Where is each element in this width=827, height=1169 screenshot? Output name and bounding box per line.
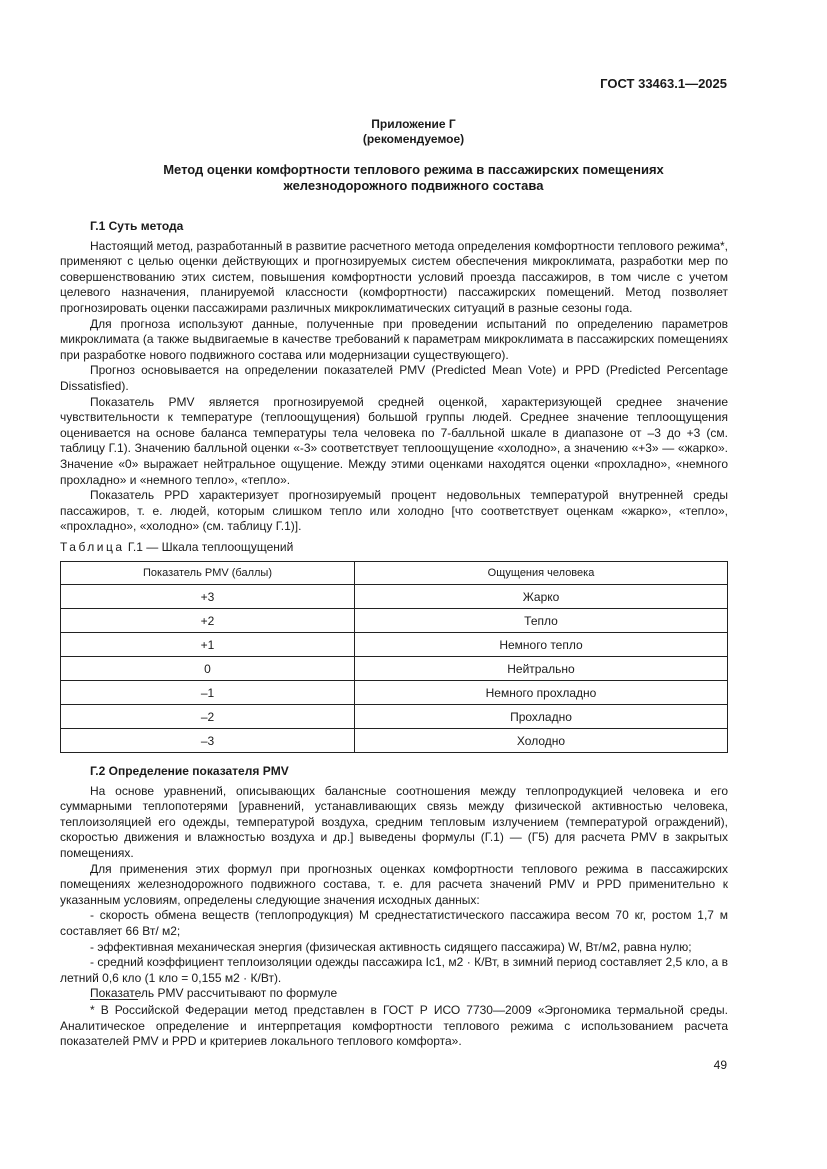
table-row xyxy=(61,585,728,609)
section-1-paragraph-2: Для прогноза используют данные, полученные при проведении испытаний по определению параметров микроклимата (а также выдвигаемые в качестве требований к параметрам микроклимата в пассажирских помещениях при разработке нового подвижного состава или модернизации существующего). xyxy=(60,316,728,362)
section-1 xyxy=(60,219,728,535)
section-2-paragraph-2: Для применения этих формул при прогнозных оценках комфортности теплового режима в пассажирских помещениях железнодорожного подвижного состава, т. е. для расчета значений PMV и PPD применительно к указанным условиям, определены следующие значения исходных данных: xyxy=(60,861,728,907)
appendix-label: Приложение Г xyxy=(371,117,456,131)
appendix-status: (рекомендуемое) xyxy=(362,132,465,146)
pmv-score: –2 xyxy=(61,705,355,729)
table-header-row xyxy=(61,562,728,585)
table-row xyxy=(61,705,728,729)
page-number: 49 xyxy=(713,1058,727,1072)
section-2 xyxy=(60,764,728,1002)
section-1-paragraph-1: Настоящий метод, разработанный в развитие расчетного метода определения комфортности теплового режима*, применяют с целью оценки действующих и прогнозируемых систем обеспечения микроклимата, разработки мер по совершенствованию этих систем, повышения комфортности условий проезда пассажиров, в том числе с учетом целевого назначения, планируемой классности (комфортности) пассажирских помещений. Метод позволяет прогнозировать оценки пассажирами различных микроклиматических ситуаций в разные сезоны года. xyxy=(60,238,728,315)
table-row xyxy=(61,609,728,633)
thermal-sensation-table xyxy=(60,561,728,753)
section-2-heading: Г.2 Определение показателя PMV xyxy=(90,764,289,778)
sensation: Немного прохладно xyxy=(355,681,728,705)
section-2-paragraph-3: - скорость обмена веществ (теплопродукция) M среднестатистического пассажира весом 70 кг, ростом 1,7 м составляет 66 Вт/ м2; xyxy=(60,908,728,938)
table-row xyxy=(61,633,728,657)
section-2-paragraph-6: Показатель PMV рассчитывают по формуле xyxy=(90,986,338,1001)
sensation: Нейтрально xyxy=(355,657,728,681)
table-row xyxy=(61,681,728,705)
pmv-score: –1 xyxy=(61,681,355,705)
table-caption-prefix: Таблица xyxy=(60,540,125,554)
column-header-sensation: Ощущения человека xyxy=(355,562,728,585)
pmv-score: +2 xyxy=(61,609,355,633)
title-line-1: Метод оценки комфортности теплового режима в пассажирских помещениях xyxy=(163,162,664,177)
document-number: ГОСТ 33463.1—2025 xyxy=(600,76,727,91)
sensation: Немного тепло xyxy=(355,633,728,657)
section-2-paragraph-5: - средний коэффициент теплоизоляции одежды пассажира Ic1, м2 · К/Вт, в зимний период составляет 2,5 кло, а в летний 0,6 кло (1 кло = 0,155 м2 · К/Вт). xyxy=(60,955,728,985)
section-1-heading: Г.1 Суть метода xyxy=(90,219,184,233)
section-2-paragraph-4: - эффективная механическая энергия (физическая активность сидящего пассажира) W, Вт/м2, равна нулю; xyxy=(90,939,692,954)
page-title xyxy=(60,162,767,194)
footnote-divider xyxy=(90,999,138,1000)
sensation: Жарко xyxy=(355,585,728,609)
column-header-pmv: Показатель PMV (баллы) xyxy=(61,562,355,585)
sensation: Прохладно xyxy=(355,705,728,729)
sensation: Тепло xyxy=(355,609,728,633)
appendix-heading xyxy=(0,117,827,147)
title-line-2: железнодорожного подвижного состава xyxy=(283,178,544,193)
section-1-paragraph-3: Прогноз основывается на определении показателей PMV (Predicted Mean Vote) и PPD (Predicted Percentage Dissatisfied). xyxy=(60,363,728,393)
pmv-score: +1 xyxy=(61,633,355,657)
footnote: * В Российской Федерации метод представлен в ГОСТ Р ИСО 7730—2009 «Эргономика термальной среды. Аналитическое определение и интерпретация комфортности теплового режима с использованием расчета показателей PMV и PPD и критериев локального теплового комфорта». xyxy=(60,1003,728,1049)
pmv-score: 0 xyxy=(61,657,355,681)
section-1-paragraph-4: Показатель PMV является прогнозируемой средней оценкой, характеризующей среднее значение чувствительности к температуре (теплоощущения) большой группы людей. Среднее значение теплоощущения оценивается на основе баланса температуры тела человека по 7-балльной шкале в диапазоне от –3 до +3 (см. таблицу Г.1). Значению балльной оценки «-3» соответствует теплоощущение «холодно», а значению «+3» — «жарко». Значение «0» выражает нейтральное ощущение. Между этими оценками находятся оценки «прохладно», «немного прохладно» и «немного тепло», «тепло». xyxy=(60,394,728,487)
section-1-paragraph-5: Показатель PPD характеризует прогнозируемый процент недовольных температурой внутренней среды пассажиров, т. е. людей, которым слишком тепло или холодно [что соответствует оценкам «жарко», «тепло», «прохладно», «холодно» (см. таблицу Г.1)]. xyxy=(60,488,728,534)
table-row xyxy=(61,657,728,681)
table-caption-text: Г.1 — Шкала теплоощущений xyxy=(124,540,294,554)
pmv-score: +3 xyxy=(61,585,355,609)
table-caption xyxy=(60,540,293,554)
table-row xyxy=(61,729,728,753)
sensation: Холодно xyxy=(355,729,728,753)
pmv-score: –3 xyxy=(61,729,355,753)
section-2-paragraph-1: На основе уравнений, описывающих балансные соотношения между теплопродукцией человека и его суммарными теплопотерями [уравнений, устанавливающих связь между физической активностью человека, теплоизоляцией его одежды, температурой воздуха, средним тепловым излучением (температурой ограждений), скоростью движения и влажностью воздуха и др.] выведены формулы (Г.1) — (Г5) для расчета PMV в закрытых помещениях. xyxy=(60,783,728,860)
